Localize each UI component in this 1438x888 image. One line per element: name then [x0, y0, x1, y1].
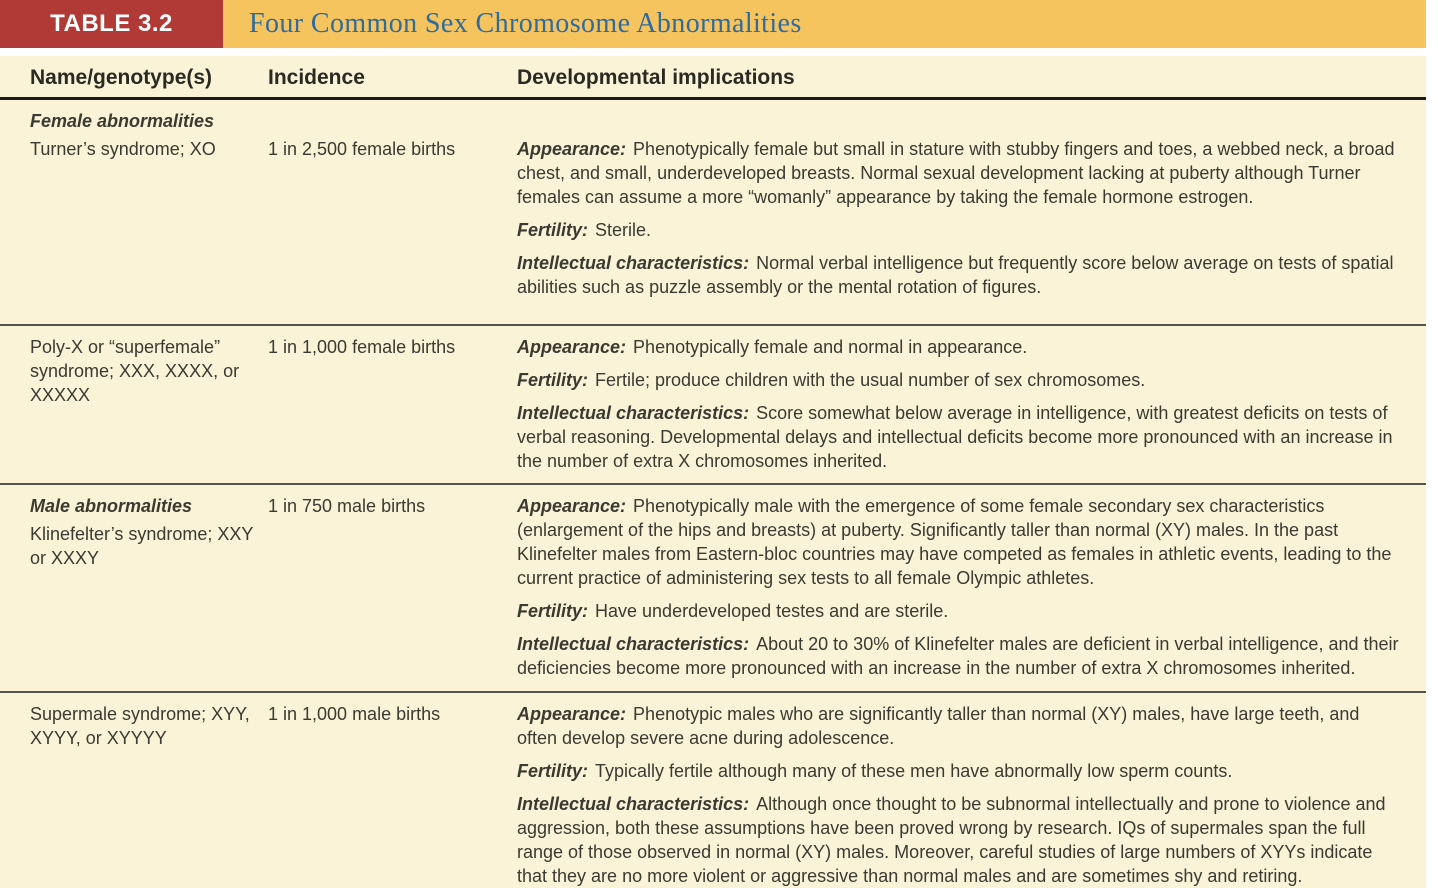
- incidence-cell: 1 in 1,000 male births: [268, 704, 441, 724]
- implication-paragraph: [517, 251, 1400, 299]
- table-number-label: TABLE 3.2: [0, 0, 223, 48]
- incidence-cell: 1 in 2,500 female births: [268, 139, 456, 159]
- table-row-klinefelter: [0, 483, 1426, 691]
- implication-text: Although once thought to be subnormal intellectually and prone to violence and aggression, both these assumptions have been proved wrong by research. IQs of supermales span the full range of those observed in normal (XY) males. Moreover, careful studies of large numbers of XYYs indicate that they are no more violent or aggressive than normal males and are sometimes shy and retiring.: [517, 794, 1386, 886]
- implication-paragraph: [517, 335, 1400, 359]
- implications-cell: [517, 335, 1400, 473]
- implication-paragraph: [517, 702, 1400, 750]
- implication-text: Phenotypic males who are significantly taller than normal (XY) males, have large teeth, and often develop severe acne during adolescence.: [517, 704, 1360, 748]
- implication-label: Appearance:: [517, 496, 627, 516]
- implication-text: Fertile; produce children with the usual number of sex chromosomes.: [595, 370, 1146, 390]
- implication-text: Phenotypically male with the emergence of some female secondary sex characteristics (enlargement of the hips and breasts) at puberty. Significantly taller than normal (XY) males. In the past Klinefelter males from Eastern-bloc countries may have competed as females in athletic events, leading to the current practice of administering sex tests to all female Olympic athletes.: [517, 496, 1392, 588]
- name-cell: [30, 702, 268, 888]
- syndrome-name: Supermale syndrome; XYY, XYYY, or XYYYY: [30, 704, 250, 748]
- implication-paragraph: [517, 759, 1400, 783]
- implication-paragraph: [517, 599, 1400, 623]
- column-header-row: [0, 56, 1426, 100]
- implication-paragraph: [517, 137, 1400, 209]
- implication-text: Score somewhat below average in intelligence, with greatest deficits on tests of verbal reasoning. Developmental delays and intellectual deficits become more pronounced with an increase in the number of extra X chromosomes inherited.: [517, 403, 1393, 471]
- implication-text: Typically fertile although many of these men have abnormally low sperm counts.: [595, 761, 1233, 781]
- column-header-implications: Developmental implications: [517, 66, 795, 89]
- implication-paragraph: [517, 792, 1400, 888]
- implication-text: About 20 to 30% of Klinefelter males are deficient in verbal intelligence, and their deficiencies become more pronounced with an increase in the number of extra X chromosomes inherited.: [517, 634, 1399, 678]
- implication-text: Phenotypically female and normal in appearance.: [633, 337, 1028, 357]
- implication-paragraph: [517, 494, 1400, 590]
- table-title-band: [223, 0, 1426, 48]
- incidence-cell: 1 in 750 male births: [268, 496, 426, 516]
- implication-label: Appearance:: [517, 704, 627, 724]
- implication-label: Fertility:: [517, 220, 589, 240]
- syndrome-name: Klinefelter’s syndrome; XXY or XXXY: [30, 524, 254, 568]
- implication-label: Intellectual characteristics:: [517, 794, 750, 814]
- implications-cell: [517, 137, 1400, 314]
- table-header-bar: [0, 0, 1426, 48]
- implication-text: Have underdeveloped testes and are sterile.: [595, 601, 949, 621]
- implication-label: Appearance:: [517, 139, 627, 159]
- implication-paragraph: [517, 632, 1400, 680]
- implication-label: Intellectual characteristics:: [517, 253, 750, 273]
- table-row-poly-x: [0, 324, 1426, 483]
- header-divider-gap: [0, 48, 1426, 56]
- implication-label: Fertility:: [517, 370, 589, 390]
- table-body: [0, 100, 1426, 888]
- implication-label: Appearance:: [517, 337, 627, 357]
- column-header-name: Name/genotype(s): [30, 66, 213, 89]
- syndrome-name: Turner’s syndrome; XO: [30, 139, 216, 159]
- table-row-turner: [0, 100, 1426, 324]
- implication-text: Phenotypically female but small in stature with stubby fingers and toes, a webbed neck, a broad chest, and small, underdeveloped breasts. Normal sexual development lacking at puberty although Turner females can assume a more “womanly” appearance by taking the female hormone estrogen.: [517, 139, 1395, 207]
- table-title: Four Common Sex Chromosome Abnormalities: [249, 8, 802, 39]
- name-cell: [30, 109, 268, 314]
- implication-paragraph: [517, 368, 1400, 392]
- name-cell: [30, 494, 268, 681]
- table-row-supermale: [0, 691, 1426, 888]
- implications-cell: [517, 702, 1400, 888]
- implication-text: Normal verbal intelligence but frequently score below average on tests of spatial abilities such as puzzle assembly or the mental rotation of figures.: [517, 253, 1394, 297]
- implications-cell: [517, 494, 1400, 681]
- section-label-male-abnormalities: Male abnormalities: [30, 496, 193, 516]
- section-label-female-abnormalities: Female abnormalities: [30, 111, 215, 131]
- implication-text: Sterile.: [595, 220, 652, 240]
- implication-paragraph: [517, 401, 1400, 473]
- syndrome-name: Poly-X or “superfemale” syndrome; XXX, XXXX, or XXXXX: [30, 337, 240, 405]
- column-header-incidence: Incidence: [268, 66, 365, 89]
- implication-paragraph: [517, 218, 1400, 242]
- implication-label: Intellectual characteristics:: [517, 634, 750, 654]
- implication-label: Fertility:: [517, 761, 589, 781]
- incidence-cell: 1 in 1,000 female births: [268, 337, 456, 357]
- implication-label: Fertility:: [517, 601, 589, 621]
- implication-label: Intellectual characteristics:: [517, 403, 750, 423]
- name-cell: [30, 335, 268, 473]
